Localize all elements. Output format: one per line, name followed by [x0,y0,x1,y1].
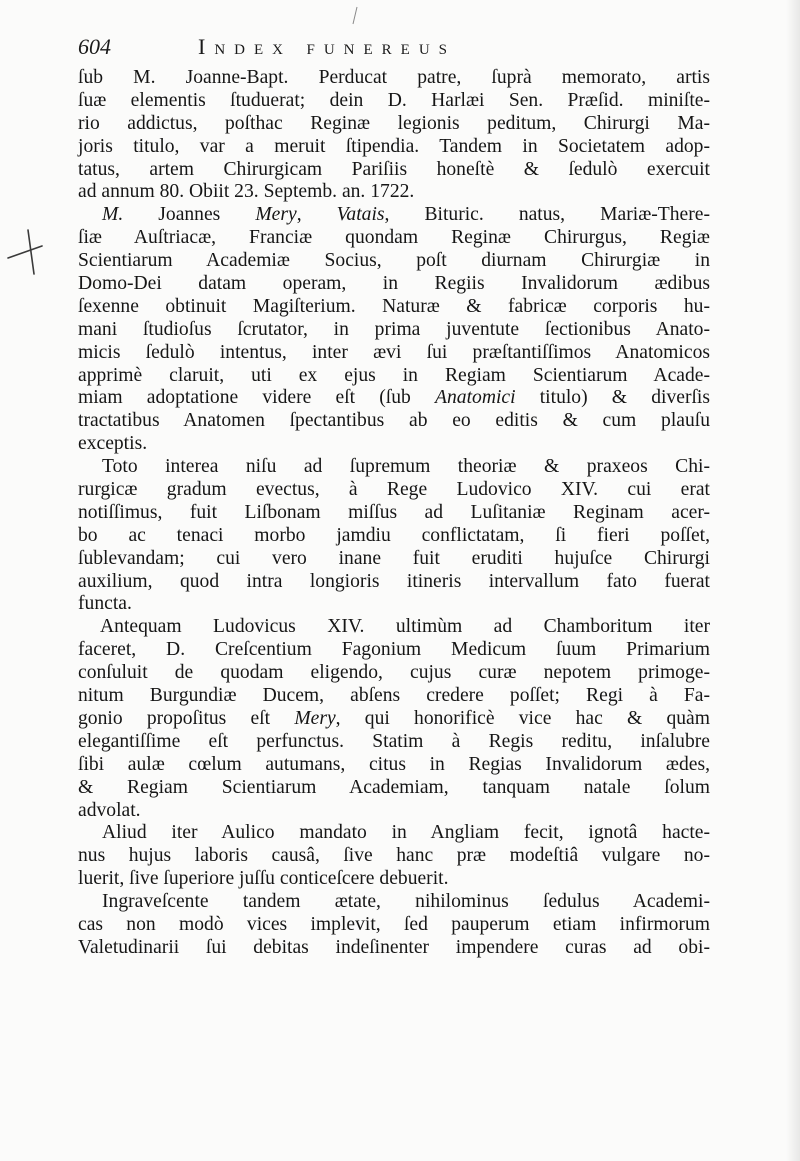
text-line: functa. [78,593,132,615]
text-line: Ingraveſcente tandem ætate, nihilominus ſedulus Academi- [102,891,710,913]
text-segment: , Bituric. natus, Mariæ-There- [384,204,710,226]
text-segment: miam adoptatione videre eſt (ſub [78,387,436,409]
text-line: exceptis. [78,433,148,455]
italic-term: Mery [294,707,336,729]
text-line [78,204,710,227]
text-line: Domo-Dei datam operam, in Regiis Invalidorum ædibus [78,273,710,295]
text-line: Toto interea niſu ad ſupremum theoriæ & praxeos Chi- [102,456,710,478]
text-line: Antequam Ludovicus XIV. ultimùm ad Chamboritum iter [100,616,710,638]
text-line: conſuluit de quodam eligendo, cujus curæ nepotem primoge- [78,662,710,684]
text-line: ad annum 80. Obiit 23. Septemb. an. 1722. [78,181,415,203]
text-line: rio addictus, poſthac Reginæ legionis peditum, Chirurgi Ma- [78,112,710,134]
text-line [78,387,710,410]
text-line: rurgicæ gradum evectus, à Rege Ludovico XIV. cui erat [78,479,710,501]
text-line: luerit, ſive ſuperiore juſſu conticeſcere debuerit. [78,868,449,890]
text-line: bo ac tenaci morbo jamdiu conflictatam, ſi fieri poſſet, [78,524,710,546]
text-line: apprimè claruit, uti ex ejus in Regiam Scientiarum Acade- [78,364,710,386]
text-line: nus hujus laboris causâ, ſive hanc præ modeſtiâ vulgare no- [78,845,710,867]
text-line: faceret, D. Creſcentium Fagonium Medicum ſuum Primarium [78,639,710,661]
text-line: micis ſedulò intentus, inter ævi ſui præſtantiſſimos Anatomicos [78,341,710,363]
margin-cross-annotation [4,228,44,278]
text-line: auxilium, quod intra longioris itineris intervallum fato fuerat [78,570,710,592]
text-line: tractatibus Anatomen ſpectantibus ab eo editis & cum plauſu [78,410,710,432]
text-line: ſuæ elementis ſtuduerat; dein D. Harlæi Sen. Præſid. miniſte- [78,89,710,111]
text-segment: , [296,204,337,226]
text-line: ſublevandam; cui vero inane fuit eruditi hujuſce Chirurgi [78,547,710,569]
text-segment: titulo) & diverſis [515,387,710,409]
italic-term: Anatomici [435,387,516,409]
text-line: Valetudinarii ſui debitas indeſinenter impendere curas ad obi- [78,936,710,958]
running-head: Index funereus [198,34,456,59]
text-line: tatus, artem Chirurgicam Pariſiis honeſtè & ſedulò exercuit [78,158,710,180]
text-line: advolat. [78,799,141,821]
text-segment: gonio propoſitus eſt [78,707,295,729]
page-header [78,34,718,62]
text-line: elegantiſſime eſt perfunctus. Statim à Regis reditu, inſalubre [78,730,710,752]
italic-term: Mery [255,204,297,226]
body-text [78,67,710,960]
text-line: mani ſtudioſus ſcrutator, in prima juventute ſectionibus Anato- [78,318,710,340]
page-number: 604 [78,34,111,59]
text-line: ſibi aulæ cœlum autumans, citus in Regias Invalidorum ædes, [78,753,710,775]
text-line: Aliud iter Aulico mandato in Angliam fecit, ignotâ hacte- [102,822,710,844]
text-line: ſub M. Joanne-Bapt. Perducat patre, ſuprà memorato, artis [78,67,710,88]
text-line: Scientiarum Academiæ Socius, poſt diurnam Chirurgiæ in [78,250,710,272]
ink-tick-mark [348,6,362,26]
text-line: cas non modò vices implevit, ſed pauperum etiam infirmorum [78,913,710,935]
text-line: notiſſimus, fuit Liſbonam miſſus ad Luſitaniæ Reginam acer- [78,501,710,523]
text-segment: , qui honorificè vice hac & quàm [335,707,710,729]
text-line: & Regiam Scientiarum Academiam, tanquam natale ſolum [78,776,710,798]
page-edge-shadow [786,0,800,1161]
text-line: ſexenne obtinuit Magiſterium. Naturæ & fabricæ corporis hu- [78,295,710,317]
italic-term: Vatais [336,204,385,226]
text-segment: Joannes [123,204,256,226]
text-line: nitum Burgundiæ Ducem, abſens credere poſſet; Regi à Fa- [78,685,710,707]
italic-term: M. [102,204,124,226]
text-line [78,708,710,731]
text-line: joris titulo, var a meruit ſtipendia. Tandem in Societatem adop- [78,135,710,157]
text-line: ſiæ Auſtriacæ, Franciæ quondam Reginæ Chirurgus, Regiæ [78,227,710,249]
